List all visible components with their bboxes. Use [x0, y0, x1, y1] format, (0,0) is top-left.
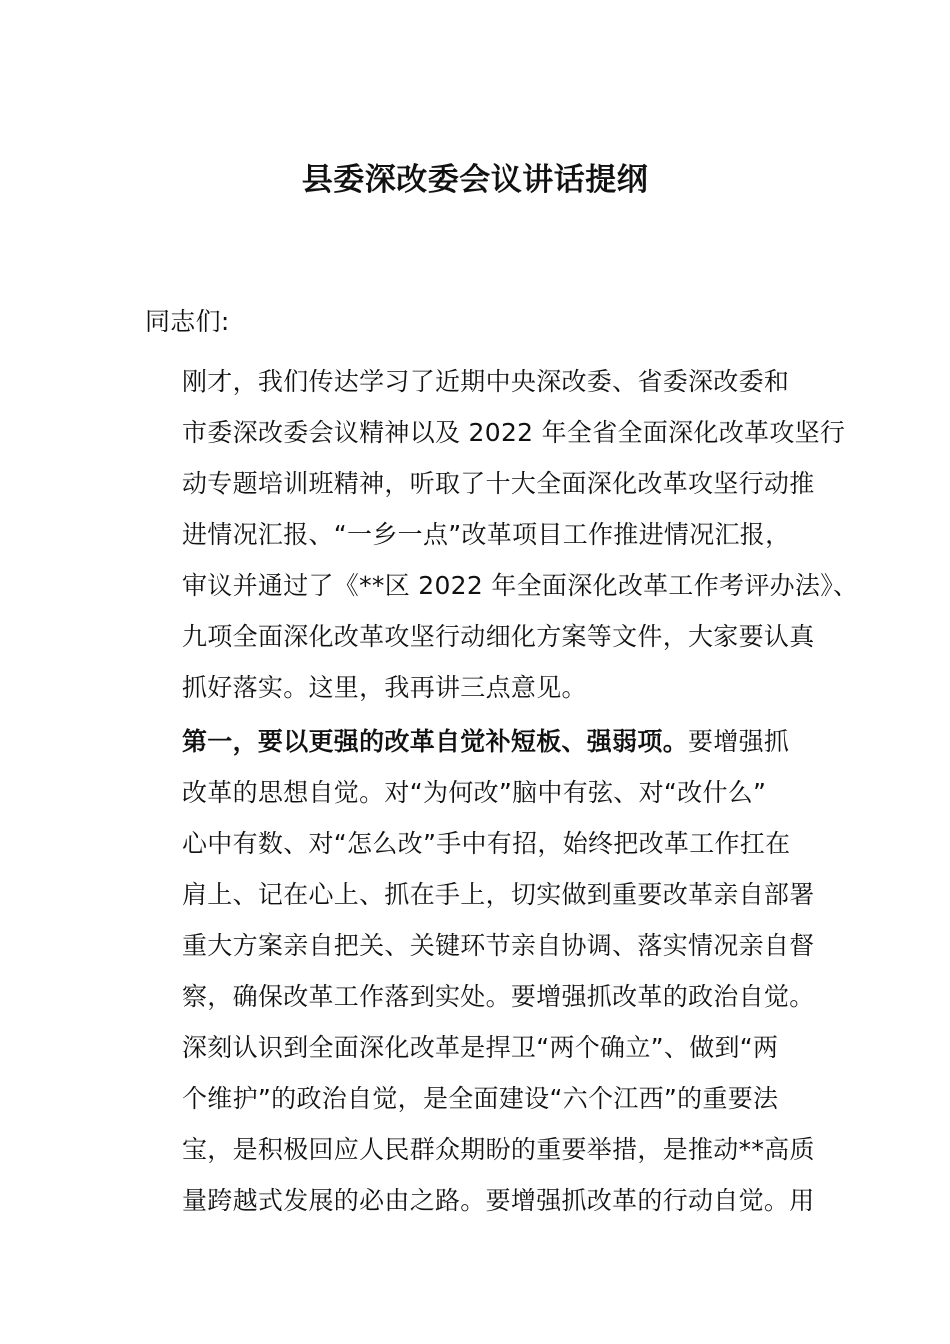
salutation: 同志们: — [145, 307, 230, 336]
paragraph-line: 进情况汇报、“一乡一点”改革项目工作推进情况汇报， — [182, 520, 791, 549]
document-title: 县委深改委会议讲话提纲 — [301, 162, 649, 198]
paragraph-line: 改革的思想自觉。对“为何改”脑中有弦、对“改什么” — [182, 778, 767, 807]
section-heading: 第一，要以更强的改革自觉补短板、强弱项。 — [182, 727, 689, 756]
paragraph-line: 市委深改委会议精神以及 2022 年全省全面深化改革攻坚行 — [182, 418, 846, 447]
paragraph-1 — [145, 356, 859, 713]
paragraph-line-rest: 要增强抓 — [688, 727, 790, 756]
paragraph-line: 量跨越式发展的必由之路。要增强抓改革的行动自觉。用 — [182, 1186, 815, 1215]
paragraph-line: 审议并通过了《**区 2022 年全面深化改革工作考评办法》、 — [182, 571, 859, 600]
paragraph-2 — [145, 716, 815, 1226]
paragraph-line: 宝，是积极回应人民群众期盼的重要举措，是推动**高质 — [182, 1135, 815, 1164]
paragraph-line: 个维护”的政治自觉，是全面建设“六个江西”的重要法 — [182, 1084, 779, 1113]
paragraph-line: 察，确保改革工作落到实处。要增强抓改革的政治自觉。 — [182, 982, 815, 1011]
paragraph-line: 抓好落实。这里，我再讲三点意见。 — [182, 673, 587, 702]
paragraph-first-line — [145, 716, 810, 767]
paragraph-line: 深刻认识到全面深化改革是捍卫“两个确立”、做到“两 — [182, 1033, 779, 1062]
paragraph-line: 重大方案亲自把关、关键环节亲自协调、落实情况亲自督 — [182, 931, 815, 960]
paragraph-line: 心中有数、对“怎么改”手中有招，始终把改革工作扛在 — [182, 829, 791, 858]
paragraph-line: 九项全面深化改革攻坚行动细化方案等文件，大家要认真 — [182, 622, 815, 651]
paragraph-line: 肩上、记在心上、抓在手上，切实做到重要改革亲自部署 — [182, 880, 815, 909]
paragraph-line: 刚才，我们传达学习了近期中央深改委、省委深改委和 — [182, 367, 790, 396]
paragraph-line: 动专题培训班精神，听取了十大全面深化改革攻坚行动推 — [182, 469, 815, 498]
